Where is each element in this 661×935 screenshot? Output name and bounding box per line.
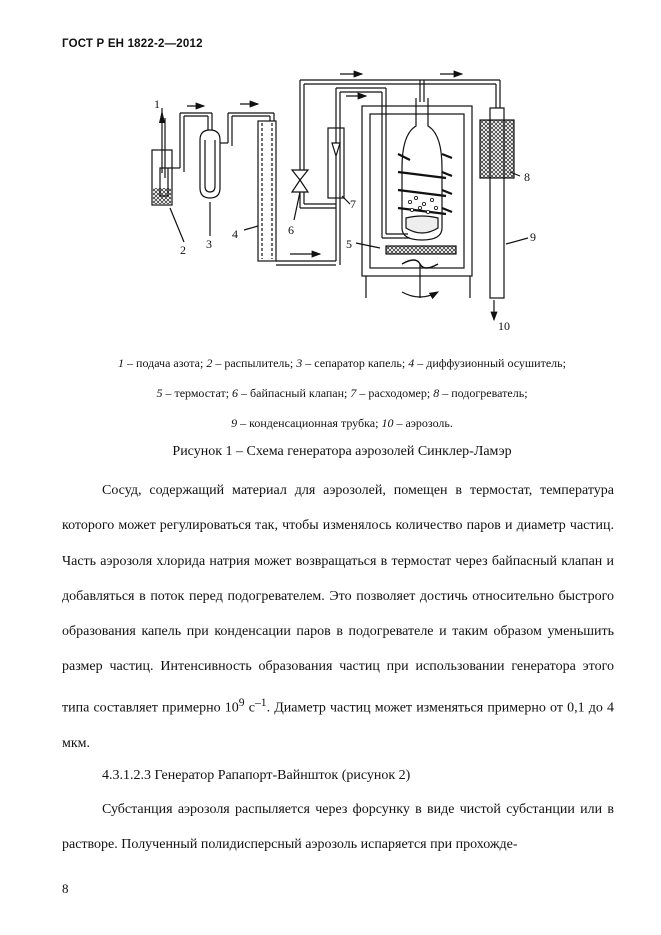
figure-legend-line-2 bbox=[62, 386, 622, 401]
aerosol-generator-diagram bbox=[140, 68, 560, 338]
figure-legend-line-3 bbox=[62, 416, 622, 431]
legend-text: – распылитель; bbox=[212, 356, 297, 370]
bypass-valve bbox=[292, 170, 308, 192]
paragraph-text: . Диаметр частиц может изменяться примерно от 0,1 до 4 мкм. bbox=[62, 700, 614, 751]
legend-number: 3 bbox=[296, 356, 303, 370]
part-label-9: 9 bbox=[530, 230, 536, 244]
paragraph-text: Субстанция аэрозоля распыляется через форсунку в виде чистой субстанции или в растворе. Полученный полидисперсный аэрозоль испаряется при прохожде- bbox=[62, 802, 614, 853]
legend-text: – аэрозоль. bbox=[393, 416, 453, 430]
legend-number: 1 bbox=[118, 356, 125, 370]
part-label-4: 4 bbox=[232, 227, 238, 241]
legend-number: 8 bbox=[433, 386, 440, 400]
legend-number: 2 bbox=[206, 356, 213, 370]
part-label-7: 7 bbox=[350, 197, 356, 211]
legend-text: – конденсационная трубка; bbox=[237, 416, 382, 430]
part-label-1: 1 bbox=[154, 97, 160, 111]
legend-number: 6 bbox=[232, 386, 239, 400]
exponent: –1 bbox=[254, 695, 267, 709]
droplet-separator bbox=[200, 130, 220, 198]
figure-title: Рисунок 1 – Схема генератора аэрозолей Синклер-Ламэр bbox=[172, 444, 512, 459]
body-paragraph-1 bbox=[62, 473, 614, 761]
part-label-3: 3 bbox=[206, 237, 212, 251]
legend-text: – подача азота; bbox=[124, 356, 207, 370]
legend-number: 9 bbox=[231, 416, 238, 430]
body-paragraph-2 bbox=[62, 792, 614, 863]
part-label-6: 6 bbox=[288, 223, 294, 237]
part-label-5: 5 bbox=[346, 237, 352, 251]
legend-number: 5 bbox=[156, 386, 163, 400]
legend-text: – диффузионный осушитель; bbox=[414, 356, 566, 370]
paragraph-text: Сосуд, содержащий материал для аэрозолей, помещен в термостат, температура которого может регулироваться так, чтобы изменялось количество паров и диаметр частиц. Часть аэрозоля хлорида натрия может возвращаться в термостат через байпасный клапан и добавляться в поток перед подогревателем. Это позволяет достичь относительно быстрого образования капель при конденсации паров в подогревателе и таким образом уменьшить размер частиц. Интенсивность образования частиц при использовании генератора этого типа составляет примерно 10 bbox=[62, 483, 614, 716]
paragraph-text: с bbox=[244, 700, 255, 716]
document-code-header: ГОСТ Р ЕН 1822-2—2012 bbox=[62, 38, 203, 50]
exponent: 9 bbox=[238, 695, 245, 709]
legend-number: 4 bbox=[408, 356, 415, 370]
legend-text: – байпасный клапан; bbox=[238, 386, 351, 400]
part-label-2: 2 bbox=[180, 243, 186, 257]
legend-text: – сепаратор капель; bbox=[302, 356, 409, 370]
legend-text: – термостат; bbox=[162, 386, 233, 400]
legend-text: – расходомер; bbox=[356, 386, 434, 400]
part-label-8: 8 bbox=[524, 170, 530, 184]
heater bbox=[480, 120, 514, 178]
legend-number: 7 bbox=[350, 386, 357, 400]
page-number: 8 bbox=[62, 881, 69, 896]
part-label-10: 10 bbox=[498, 319, 510, 333]
figure-legend-line-1 bbox=[62, 356, 622, 371]
legend-text: – подогреватель; bbox=[439, 386, 528, 400]
section-heading: 4.3.1.2.3 Генератор Рапапорт-Вайншток (рисунок 2) bbox=[102, 768, 411, 783]
diffusion-dryer bbox=[258, 121, 276, 261]
legend-number: 10 bbox=[381, 416, 394, 430]
